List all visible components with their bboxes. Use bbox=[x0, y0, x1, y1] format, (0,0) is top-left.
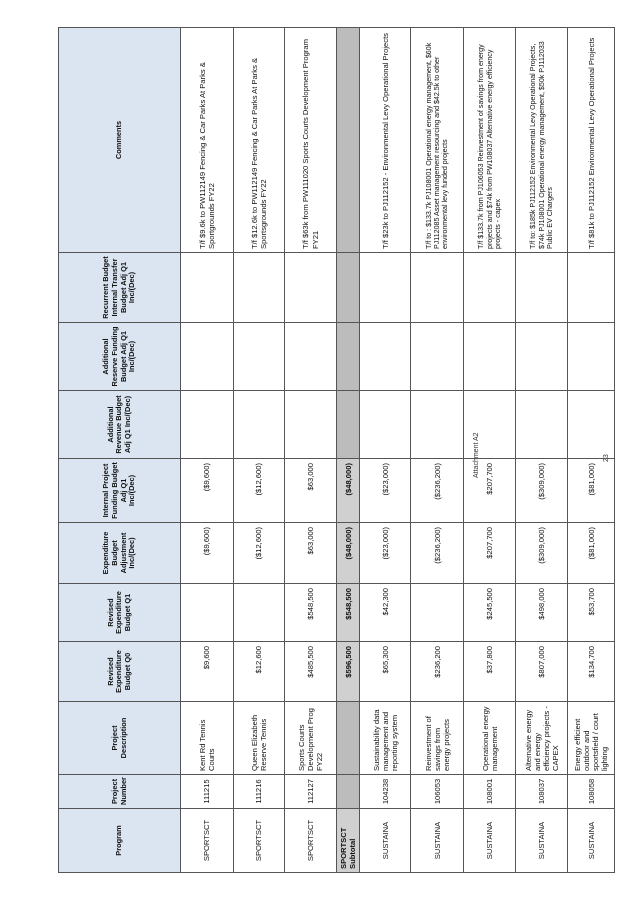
cell-description: Alternative energy and energy efficiency projects - CAPEX bbox=[516, 702, 568, 775]
cell-description: Sustainability data management and reporting system bbox=[360, 702, 411, 775]
cell-comments: T/f $133.7k from PJ106053 Reinvestment of savings from energy projects and $74k from PW108037 Alternative energy efficiency projects - capex bbox=[464, 28, 516, 253]
cell-comments: T/f to: $185k PJ112152 Environmental Levy Operational Projects, $74k PJ108001 Operational energy management, $50k PJ112033 Public EV Chargers bbox=[516, 28, 568, 253]
cell-recurrent-transfer bbox=[568, 253, 615, 323]
table-row bbox=[464, 28, 516, 873]
header-row bbox=[59, 28, 181, 873]
cell-comments: T/f $81k to PJ112152 Environmental Levy Operational Projects bbox=[568, 28, 615, 253]
table-row bbox=[181, 28, 234, 873]
cell-program: SPORTSCT bbox=[181, 809, 234, 873]
cell-additional-revenue bbox=[411, 391, 464, 459]
cell-internal-funding: $63,000 bbox=[285, 459, 337, 523]
budget-table-page bbox=[58, 28, 613, 873]
cell-project-number: 111216 bbox=[234, 775, 285, 809]
cell-additional-revenue bbox=[568, 391, 615, 459]
table-row bbox=[568, 28, 615, 873]
header-program: Program bbox=[59, 809, 181, 873]
cell-recurrent-transfer bbox=[464, 253, 516, 323]
cell-program: SPORTSCT bbox=[285, 809, 337, 873]
table-row bbox=[516, 28, 568, 873]
cell-q1 bbox=[181, 584, 234, 642]
cell-project-number: 112127 bbox=[285, 775, 337, 809]
cell-adjustment: $63,000 bbox=[285, 523, 337, 584]
cell-internal-funding: ($48,000) bbox=[337, 459, 360, 523]
cell-program: SUSTAINA bbox=[360, 809, 411, 873]
table-row bbox=[411, 28, 464, 873]
header-comments: Comments bbox=[59, 28, 181, 253]
cell-comments bbox=[337, 28, 360, 253]
cell-additional-reserve bbox=[464, 323, 516, 391]
cell-recurrent-transfer bbox=[360, 253, 411, 323]
cell-program: SPORTSCT bbox=[234, 809, 285, 873]
cell-program: SUSTAINA bbox=[516, 809, 568, 873]
header-revised-budget-q0: Revised Expenditure Budget Q0 bbox=[59, 642, 181, 702]
cell-adjustment: ($48,000) bbox=[337, 523, 360, 584]
cell-project-number: 108058 bbox=[568, 775, 615, 809]
header-project-number: Project Number bbox=[59, 775, 181, 809]
cell-recurrent-transfer bbox=[411, 253, 464, 323]
cell-q0: $596,500 bbox=[337, 642, 360, 702]
cell-additional-reserve bbox=[568, 323, 615, 391]
cell-q0: $236,200 bbox=[411, 642, 464, 702]
header-project-description: Project Description bbox=[59, 702, 181, 775]
cell-q0: $65,300 bbox=[360, 642, 411, 702]
cell-description: Sports Courts Development Prog FY22 bbox=[285, 702, 337, 775]
cell-adjustment: ($23,000) bbox=[360, 523, 411, 584]
cell-additional-revenue bbox=[464, 391, 516, 459]
budget-adjustment-table bbox=[58, 27, 615, 873]
table-row bbox=[360, 28, 411, 873]
header-recurrent-transfer-adj: Recurrent Budget Internal Transfer Budget Adj Q1 Inc/(Dec) bbox=[59, 253, 181, 323]
cell-program: SUSTAINA bbox=[464, 809, 516, 873]
cell-q1: $548,500 bbox=[285, 584, 337, 642]
cell-q1: $245,500 bbox=[464, 584, 516, 642]
cell-additional-reserve bbox=[337, 323, 360, 391]
cell-project-number: 104238 bbox=[360, 775, 411, 809]
cell-internal-funding: ($23,000) bbox=[360, 459, 411, 523]
cell-program: SUSTAINA bbox=[568, 809, 615, 873]
cell-q1 bbox=[411, 584, 464, 642]
cell-adjustment: ($236,200) bbox=[411, 523, 464, 584]
cell-comments: T/f $12.6k to PW112149 Fencing & Car Parks At Parks & Sportsgrounds FY22 bbox=[234, 28, 285, 253]
cell-comments: T/f $9.6k to PW112149 Fencing & Car Parks At Parks & Sportgrounds FY22 bbox=[181, 28, 234, 253]
cell-recurrent-transfer bbox=[337, 253, 360, 323]
subtotal-row bbox=[337, 28, 360, 873]
cell-additional-reserve bbox=[516, 323, 568, 391]
cell-additional-revenue bbox=[516, 391, 568, 459]
cell-q0: $37,800 bbox=[464, 642, 516, 702]
cell-q0: $807,000 bbox=[516, 642, 568, 702]
cell-internal-funding: ($9,600) bbox=[181, 459, 234, 523]
cell-adjustment: ($12,600) bbox=[234, 523, 285, 584]
cell-q0: $485,500 bbox=[285, 642, 337, 702]
cell-adjustment: ($309,000) bbox=[516, 523, 568, 584]
cell-additional-reserve bbox=[181, 323, 234, 391]
cell-internal-funding: ($236,200) bbox=[411, 459, 464, 523]
attachment-label: Attachment A2 bbox=[473, 432, 480, 478]
cell-comments: T/f $23k to PJ112152 - Environmental Levy Operational Projects bbox=[360, 28, 411, 253]
cell-additional-revenue bbox=[181, 391, 234, 459]
header-internal-funding-adj: Internal Project Funding Budget Adj Q1 Inc/(Dec) bbox=[59, 459, 181, 523]
cell-q1: $53,700 bbox=[568, 584, 615, 642]
cell-additional-revenue bbox=[234, 391, 285, 459]
cell-project-number: 108037 bbox=[516, 775, 568, 809]
cell-comments: T/f to : $133.7k PJ108001 Operational energy management, $60k PJ112085 Asset management resourcing and $42.5k to other environmental levy funded projects bbox=[411, 28, 464, 253]
cell-additional-reserve bbox=[360, 323, 411, 391]
cell-program: SUSTAINA bbox=[411, 809, 464, 873]
cell-internal-funding: $207,700 bbox=[464, 459, 516, 523]
cell-description: Queen Elizabeth Reserve Tennis bbox=[234, 702, 285, 775]
header-revised-budget-q1: Revised Expenditure Budget Q1 bbox=[59, 584, 181, 642]
header-additional-revenue-adj: Additional Revenue Budget Adj Q1 Inc/(Dec) bbox=[59, 391, 181, 459]
cell-q1: $42,300 bbox=[360, 584, 411, 642]
cell-additional-reserve bbox=[285, 323, 337, 391]
cell-additional-revenue bbox=[360, 391, 411, 459]
cell-recurrent-transfer bbox=[234, 253, 285, 323]
cell-recurrent-transfer bbox=[516, 253, 568, 323]
cell-q1: $548,500 bbox=[337, 584, 360, 642]
cell-adjustment: ($9,600) bbox=[181, 523, 234, 584]
table-row bbox=[234, 28, 285, 873]
cell-additional-reserve bbox=[411, 323, 464, 391]
cell-project-number: 108001 bbox=[464, 775, 516, 809]
table-row bbox=[285, 28, 337, 873]
cell-comments: T/f $63k from PW111020 Sports Courts Development Program FY21 bbox=[285, 28, 337, 253]
cell-q1: $498,000 bbox=[516, 584, 568, 642]
cell-q0: $134,700 bbox=[568, 642, 615, 702]
cell-adjustment: ($81,000) bbox=[568, 523, 615, 584]
cell-recurrent-transfer bbox=[181, 253, 234, 323]
cell-q0: $12,600 bbox=[234, 642, 285, 702]
cell-internal-funding: ($81,000) bbox=[568, 459, 615, 523]
cell-adjustment: $207,700 bbox=[464, 523, 516, 584]
cell-description: Energy efficient outdoor and sportsfield / court lighting bbox=[568, 702, 615, 775]
cell-q1 bbox=[234, 584, 285, 642]
cell-description: Kent Rd Tennis Courts bbox=[181, 702, 234, 775]
cell-recurrent-transfer bbox=[285, 253, 337, 323]
cell-q0: $9,600 bbox=[181, 642, 234, 702]
cell-description: Operational energy management bbox=[464, 702, 516, 775]
cell-program: SPORTSCT Subtotal bbox=[337, 809, 360, 873]
cell-project-number: 106053 bbox=[411, 775, 464, 809]
cell-description bbox=[337, 702, 360, 775]
header-additional-reserve-adj: Additional Reserve Funding Budget Adj Q1 Inc/(Dec) bbox=[59, 323, 181, 391]
cell-description: Reinvestment of savings from energy projects bbox=[411, 702, 464, 775]
cell-additional-reserve bbox=[234, 323, 285, 391]
cell-internal-funding: ($12,600) bbox=[234, 459, 285, 523]
header-expenditure-adjustment: Expenditure Budget Adjustment Inc/(Dec) bbox=[59, 523, 181, 584]
cell-project-number bbox=[337, 775, 360, 809]
cell-additional-revenue bbox=[337, 391, 360, 459]
cell-additional-revenue bbox=[285, 391, 337, 459]
page-number: 23 bbox=[603, 454, 610, 462]
cell-internal-funding: ($309,000) bbox=[516, 459, 568, 523]
cell-project-number: 111215 bbox=[181, 775, 234, 809]
